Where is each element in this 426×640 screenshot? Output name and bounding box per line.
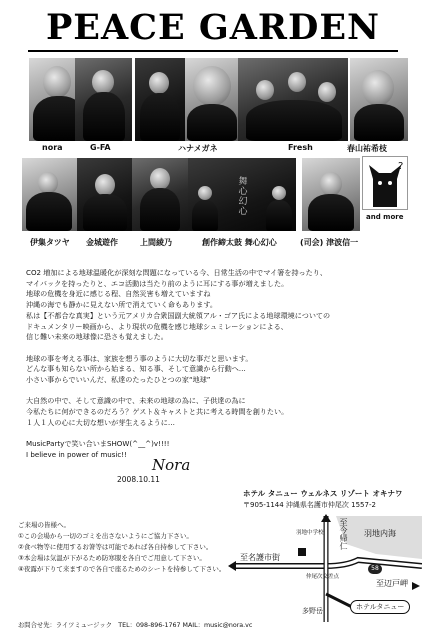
route-58-badge: 58: [368, 564, 382, 574]
map-label-nago: 至名護市街: [240, 553, 280, 562]
photo-hanamegane: [185, 58, 238, 141]
text-line: マイバックを持ったりと、エコ活動は当たり前のように耳にする事が増えました。: [26, 278, 289, 288]
text-line: １人１人の心に大切な想いが芽生えるように…: [26, 417, 175, 427]
artist-caption: 春山祐希枝: [347, 144, 387, 153]
photo-mystery-guest: [362, 156, 408, 210]
artist-caption: ハナメガネ: [178, 144, 218, 153]
photo-fresh: [238, 58, 348, 141]
artist-caption: 創作締太鼓 舞心幻心: [202, 238, 277, 247]
photo-uema: [132, 158, 188, 231]
event-description: [26, 268, 406, 461]
text-line: 大自然の中で、そして意識の中で、未来の地球の為に、子供達の為に: [26, 396, 246, 406]
text-line: 信じ難い未来の地球像に恐さも覚えました。: [26, 332, 168, 342]
text-line: I believe in power of music!!: [26, 449, 127, 459]
map-label-tanodake: 多野岳: [302, 607, 323, 615]
notice-item: ②食べ物等に使用するお箸等は可能であれば各自持参して下さい。: [18, 543, 213, 551]
svg-text:?: ?: [398, 161, 404, 172]
artist-caption: 金城遊作: [86, 238, 118, 247]
photo-gfa: [75, 58, 132, 141]
photo-ijyu: [22, 158, 77, 231]
venue-name: ホテル タニュー ウェルネス リゾート オキナワ: [243, 489, 403, 498]
photo-hanamegane-guitar: [135, 58, 185, 141]
map-label-nakijin: 至今帰仁: [339, 518, 348, 550]
map-label-haneji-sea: 羽地内海: [364, 529, 396, 538]
notice-item: ④夜露が下りて来ますので各自で座るためのシートを持参して下さい。: [18, 565, 226, 573]
text-line: CO2 増加による地球温暖化が深刻な問題になっている今、日常生活の中でマイ箸を持ったり、: [26, 268, 327, 277]
title-divider: [28, 50, 398, 52]
visitor-notice: [18, 520, 225, 575]
artist-caption: 上間綾乃: [140, 238, 172, 247]
hotel-location-badge: ホテルタニュー: [350, 600, 410, 614]
artist-caption: and more: [366, 213, 404, 221]
text-line: 小さい事からでいいんだ、私達のたったひとつの家“地球”: [26, 375, 211, 385]
photo-kinjo: [77, 158, 132, 231]
map-label-hedo: 至辺戸岬: [376, 579, 408, 588]
map-label-junction: 仲尾次交差点: [306, 574, 340, 580]
contact-info: お問合せ先：ライツミュージック TEL：098-896-1767 MAIL：music@nora.vc: [18, 622, 253, 629]
text-line: 私は【不都合な真実】という元アメリカ合衆国副大統領アル・ゴア氏による地球環境についての: [26, 310, 331, 320]
text-line: MusicPartyで笑い合いまSHOW(^__^)v!!!!: [26, 439, 170, 449]
artist-caption: nora: [42, 143, 63, 152]
artist-caption: 伊集タツヤ: [30, 238, 70, 247]
text-line: ドキュメンタリー映画から、より現状の危機を感じ地球シュミレーションによる、: [26, 321, 288, 331]
artist-caption: G-FA: [90, 143, 111, 152]
text-line: 地球の危機を身近に感じる程、自然災害も増えていますね: [26, 289, 211, 299]
venue-map: [226, 514, 422, 622]
map-label-school: 羽地中学校: [296, 530, 324, 536]
photo-haruyama: [350, 58, 408, 141]
text-line: 地球の事を考える事は、家族を想う事のように大切な事だと思います。: [26, 353, 253, 363]
notice-heading: ご来場の皆様へ。: [18, 521, 70, 529]
taiko-kanji: 舞心幻心: [236, 176, 247, 216]
text-line: 今私たちに何ができるのだろう？ゲスト＆キャストと共に考える時間を創りたい。: [26, 407, 289, 417]
photo-tsuha: [302, 158, 360, 231]
signature: Nora: [152, 456, 191, 474]
artist-caption: (司会) 津波信一: [300, 238, 359, 247]
text-line: どんな事も知らない所から始まる、知る事、そして意識から行動へ…: [26, 364, 246, 374]
text-line: 沖縄の海でも静かに見えない所で消えていく命もあります。: [26, 300, 217, 310]
artist-caption: Fresh: [288, 143, 313, 152]
cat-silhouette-icon: [363, 157, 407, 209]
page-title: PEACE GARDEN: [45, 7, 381, 48]
notice-item: ③本会場は気温が下がるため防寒服を各自でご用意して下さい。: [18, 554, 206, 562]
photo-taiko: [188, 158, 296, 231]
notice-item: ①この会場から一切のゴミを出さないようにご協力下さい。: [18, 532, 193, 540]
event-date: 2008.10.11: [117, 475, 160, 484]
venue-address: 〒905-1144 沖縄県名護市仲尾次 1557-2: [243, 501, 376, 509]
